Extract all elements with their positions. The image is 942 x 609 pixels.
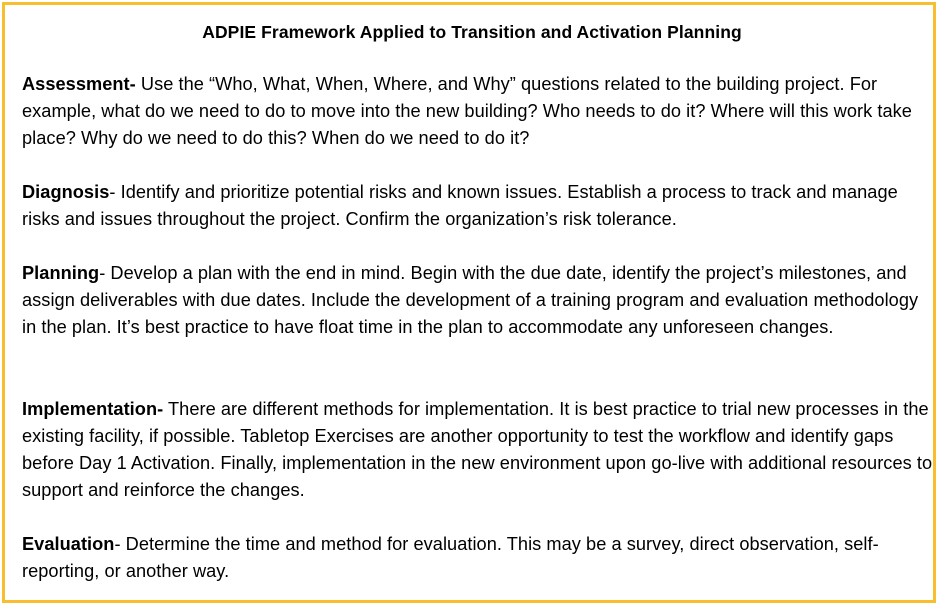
section-term: Assessment- <box>22 74 136 94</box>
section-diagnosis <box>22 179 934 233</box>
section-evaluation <box>22 531 934 585</box>
section-implementation <box>22 396 934 504</box>
section-text: There are different methods for implementation. It is best practice to trial new processes in the existing facility, if possible. Tabletop Exercises are another opportunity to test the workflow and identify gaps before Day 1 Activation. Finally, implementation in the new environment upon go-live with additional resources to support and reinforce the changes. <box>22 399 933 500</box>
section-text: - Develop a plan with the end in mind. Begin with the due date, identify the project’s milestones, and assign deliverables with due dates. Include the development of a training program and evaluation methodology in the plan. It’s best practice to have float time in the plan to accommodate any unforeseen changes. <box>22 263 919 337</box>
section-planning <box>22 260 934 341</box>
section-text: - Determine the time and method for evaluation. This may be a survey, direct observation, self-reporting, or another way. <box>22 534 879 581</box>
section-term: Implementation- <box>22 399 164 419</box>
document-frame <box>2 2 936 603</box>
section-term: Evaluation <box>22 534 115 554</box>
section-term: Diagnosis <box>22 182 110 202</box>
section-term: Planning <box>22 263 100 283</box>
document-title: ADPIE Framework Applied to Transition and Activation Planning <box>202 22 742 42</box>
section-assessment <box>22 71 934 152</box>
section-text: - Identify and prioritize potential risks and known issues. Establish a process to track and manage risks and issues throughout the project. Confirm the organization’s risk tolerance. <box>22 182 898 229</box>
section-text: Use the “Who, What, When, Where, and Why” questions related to the building project. For example, what do we need to do to move into the new building? Who needs to do it? Where will this work take place? Why do we need to do this? When do we need to do it? <box>22 74 912 148</box>
